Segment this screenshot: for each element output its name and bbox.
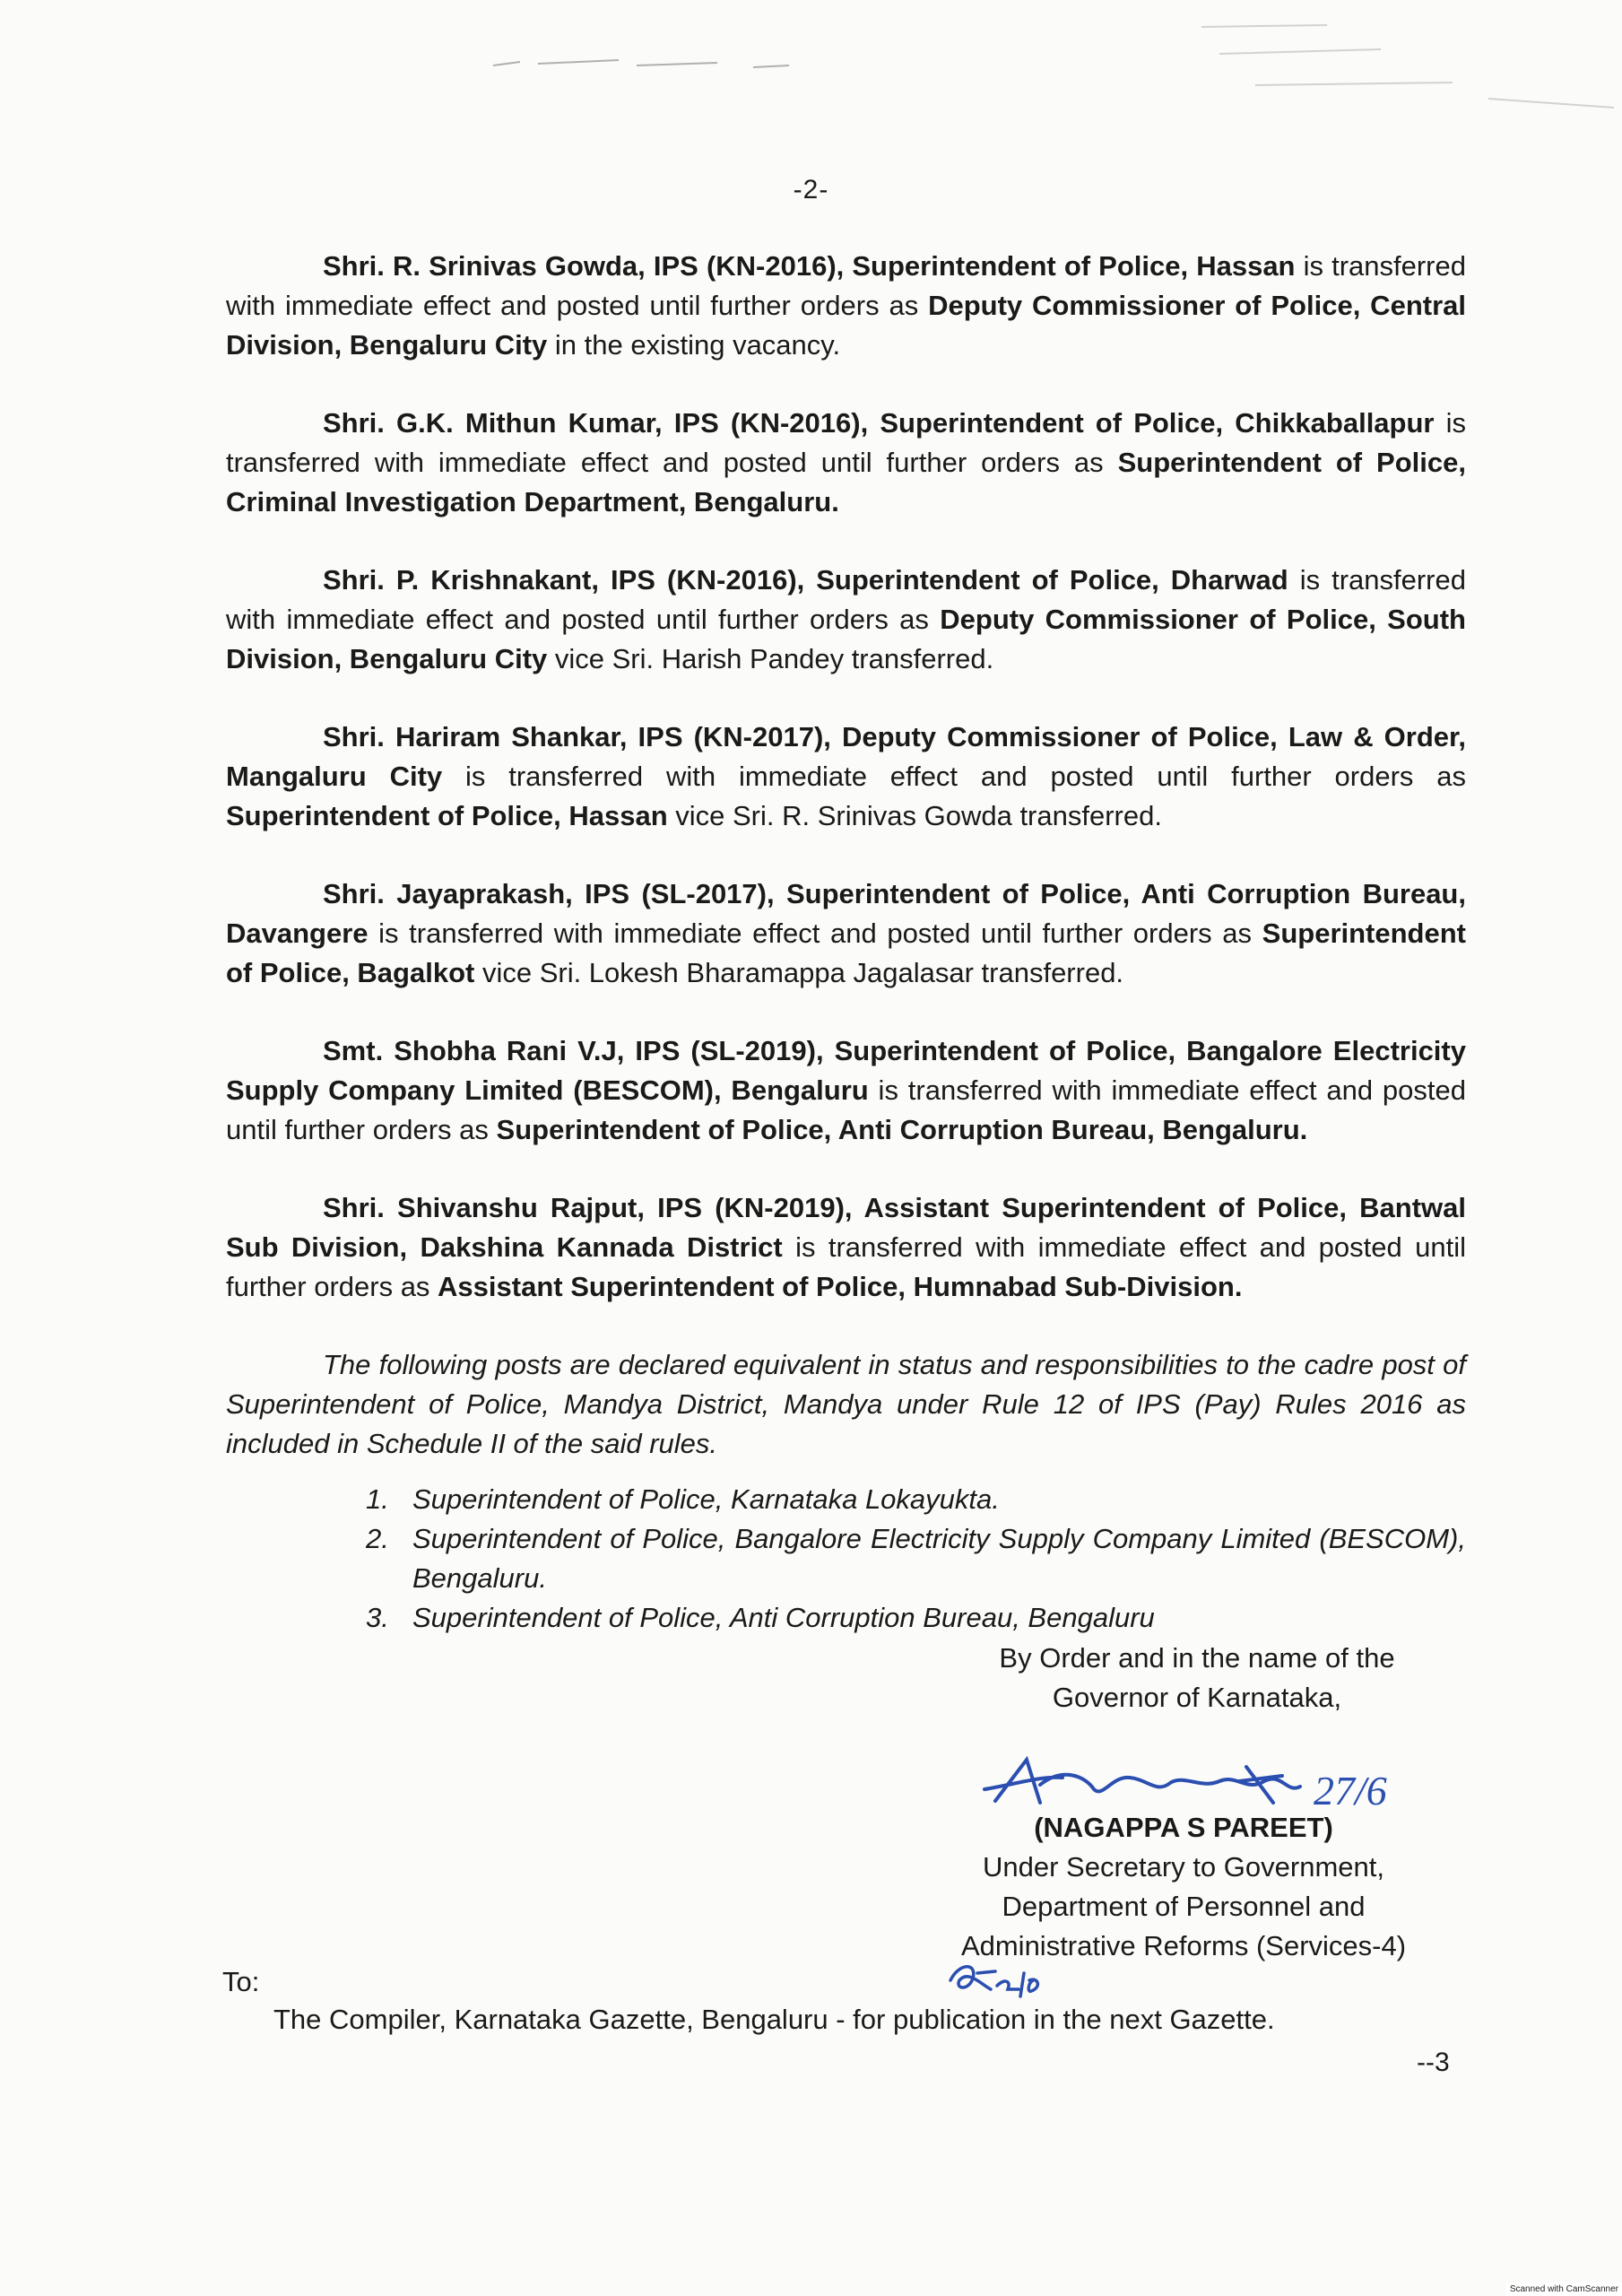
scanner-watermark: Scanned with CamScanner (1506, 2283, 1622, 2296)
officer-name: Shri. Hariram Shankar, IPS (KN-2017), Deputy Commissioner of Police, Law & Order, Mangaluru City (226, 721, 1466, 792)
transfer-text: is transferred with immediate effect and posted until further orders as (226, 1074, 1466, 1145)
transfer-text: is transferred with immediate effect and posted until further orders as (226, 250, 1466, 321)
officer-name: Shri. R. Srinivas Gowda, IPS (KN-2016), Superintendent of Police, Hassan (323, 250, 1296, 282)
equivalence-notice: The following posts are declared equivalent in status and responsibilities to the cadre post of Superintendent of Police, Mandya District, Mandya under Rule 12 of IPS (Pay) Rules 2016 as included in Schedule II of the said rules. (226, 1349, 1466, 1459)
list-item-number: 1. (366, 1483, 389, 1515)
signer-designation: Under Secretary to Government, (983, 1851, 1384, 1883)
new-post: Superintendent of Police, Anti Corruption Bureau, Bengaluru. (496, 1114, 1308, 1145)
list-item (366, 1480, 1466, 1519)
by-order-line: By Order and in the name of the (999, 1642, 1395, 1674)
list-item-text: Superintendent of Police, Karnataka Lokayukta. (412, 1483, 1000, 1515)
document-body (226, 247, 1466, 1638)
new-post: Assistant Superintendent of Police, Humnabad Sub-Division. (438, 1271, 1243, 1302)
handwritten-initials (941, 1953, 1049, 2003)
page-number: -2- (793, 175, 829, 204)
officer-name: Shri. Jayaprakash, IPS (SL-2017), Superintendent of Police, Anti Corruption Bureau, Davangere (226, 878, 1466, 949)
to-label: To: (222, 1966, 260, 1997)
list-item (366, 1598, 1466, 1638)
transfer-paragraph (226, 1031, 1466, 1150)
officer-name: Shri. G.K. Mithun Kumar, IPS (KN-2016), Superintendent of Police, Chikkaballapur (323, 407, 1435, 439)
transfer-paragraph (226, 404, 1466, 522)
new-post: Superintendent of Police, Bagalkot (226, 918, 1466, 988)
signer-services: Administrative Reforms (Services-4) (960, 1930, 1407, 1961)
scan-artifact-corner (1148, 0, 1622, 144)
transfer-text: is transferred with immediate effect and posted until further orders as (226, 1231, 1466, 1302)
list-item-number: 3. (366, 1602, 389, 1633)
transfer-text: is transferred with immediate effect and posted until further orders as (368, 918, 1262, 949)
signer-name: (NAGAPPA S PAREET) (1034, 1812, 1333, 1843)
recipient-line: The Compiler, Karnataka Gazette, Bengaluru - for publication in the next Gazette. (273, 2004, 1275, 2035)
list-item (366, 1519, 1466, 1598)
transfer-paragraph (226, 1188, 1466, 1307)
transfer-paragraph (226, 874, 1466, 993)
transfer-tail: in the existing vacancy. (547, 329, 841, 361)
list-item-number: 2. (366, 1523, 389, 1554)
transfer-tail: vice Sri. Harish Pandey transferred. (547, 643, 994, 674)
scan-artifact-top (484, 49, 807, 76)
continued-marker: --3 (1417, 2048, 1450, 2077)
list-item-text: Superintendent of Police, Anti Corruption Bureau, Bengaluru (412, 1602, 1155, 1633)
transfer-tail: vice Sri. R. Srinivas Gowda transferred. (667, 800, 1162, 831)
new-post: Superintendent of Police, Hassan (226, 800, 668, 831)
equivalent-posts-list (226, 1480, 1466, 1638)
transfer-paragraph (226, 247, 1466, 365)
transfer-text: is transferred with immediate effect and posted until further orders as (226, 407, 1467, 478)
new-post: Deputy Commissioner of Police, South Division, Bengaluru City (226, 604, 1466, 674)
new-post: Deputy Commissioner of Police, Central Division, Bengaluru City (226, 290, 1466, 361)
transfer-text: is transferred with immediate effect and posted until further orders as (442, 761, 1466, 792)
list-item-text: Superintendent of Police, Bangalore Electricity Supply Company Limited (BESCOM), Bengaluru. (412, 1523, 1466, 1594)
signature-date: 27/6 (1314, 1768, 1387, 1813)
transfer-paragraph (226, 718, 1466, 836)
signer-department: Department of Personnel and (1002, 1891, 1366, 1922)
by-order-block (973, 1639, 1421, 1718)
transfer-paragraph (226, 561, 1466, 679)
governor-line: Governor of Karnataka, (1052, 1682, 1342, 1713)
transfer-text: is transferred with immediate effect and posted until further orders as (226, 564, 1466, 635)
officer-name: Shri. Shivanshu Rajput, IPS (KN-2019), Assistant Superintendent of Police, Bantwal Sub Division, Dakshina Kannada District (226, 1192, 1466, 1263)
new-post: Superintendent of Police, Criminal Investigation Department, Bengaluru. (226, 447, 1466, 517)
officer-name: Shri. P. Krishnakant, IPS (KN-2016), Superintendent of Police, Dharwad (323, 564, 1288, 596)
officer-name: Smt. Shobha Rani V.J, IPS (SL-2019), Superintendent of Police, Bangalore Electricity Supply Company Limited (BESCOM), Bengaluru (226, 1035, 1466, 1106)
signer-block (950, 1808, 1417, 1966)
transfer-tail: vice Sri. Lokesh Bharamappa Jagalasar transferred. (474, 957, 1124, 988)
